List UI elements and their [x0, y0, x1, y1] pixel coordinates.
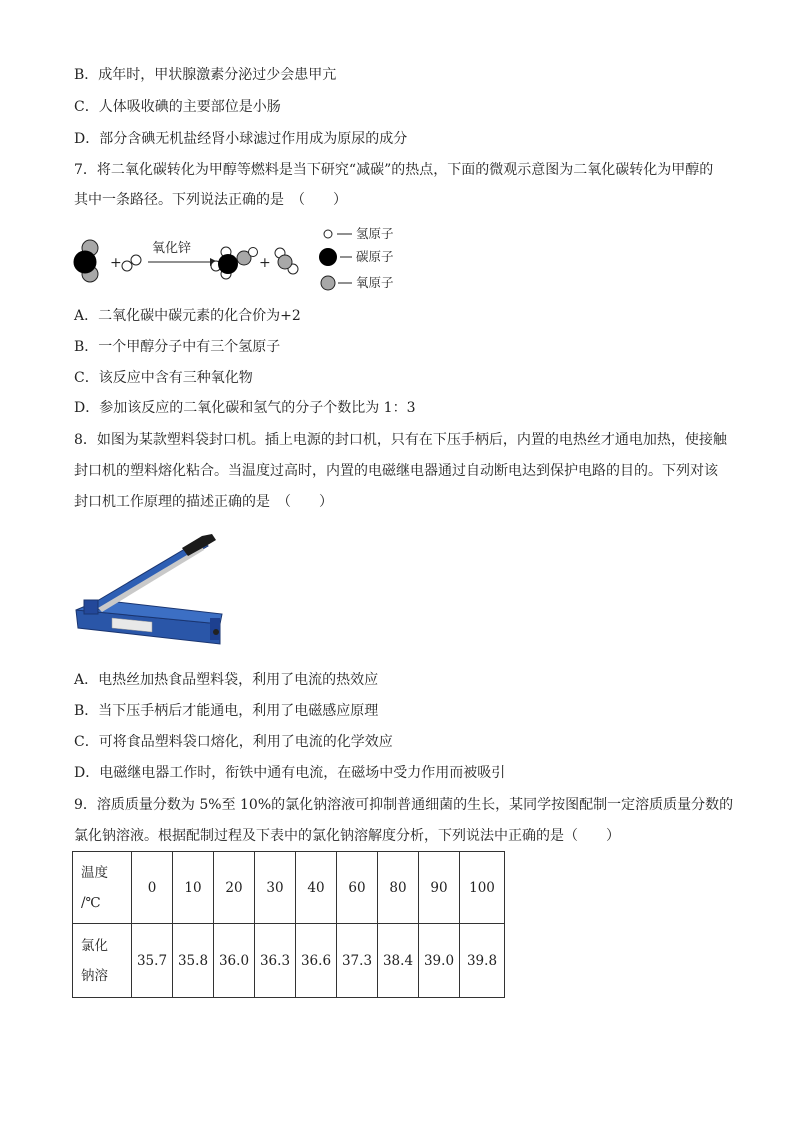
table-row-temperature [73, 852, 505, 924]
plus-sign-1: + [110, 255, 122, 271]
option-6c: C．人体吸收碘的主要部位是小肠 [74, 99, 281, 115]
table-cell: 60 [337, 852, 378, 924]
question-7-line1: 7．将二氧化碳转化为甲醇等燃料是当下研究“减碳”的热点，下面的微观示意图为二氧化碳转化为甲醇的 [74, 162, 714, 178]
option-6b: B．成年时，甲状腺激素分泌过少会患甲亢 [74, 67, 337, 83]
option-7b: B．一个甲醇分子中有三个氢原子 [74, 339, 281, 355]
plus-sign-2: + [259, 255, 271, 271]
question-8-line3: 封口机工作原理的描述正确的是 （ ） [74, 494, 333, 510]
solubility-table [72, 851, 505, 998]
temperature-header-line1: 温度 [81, 864, 108, 881]
table-cell: 40 [296, 852, 337, 924]
question-9-line1: 9．溶质质量分数为 5%至 10%的氯化钠溶液可抑制普通细菌的生长，某同学按图配制一定溶质质量分数的 [74, 797, 734, 813]
table-cell: 30 [255, 852, 296, 924]
question-8-line2: 封口机的塑料熔化粘合。当温度过高时，内置的电磁继电器通过自动断电达到保护电路的目的。下列对该 [74, 463, 718, 479]
table-cell: 39.0 [419, 924, 460, 998]
question-9-line2: 氯化钠溶液。根据配制过程及下表中的氯化钠溶解度分析，下列说法中正确的是（ ） [74, 828, 620, 844]
table-cell: 36.6 [296, 924, 337, 998]
table-cell: 10 [173, 852, 214, 924]
table-cell: 36.0 [214, 924, 255, 998]
option-8d: D．电磁继电器工作时，衔铁中通有电流，在磁场中受力作用而被吸引 [74, 765, 506, 781]
table-cell: 36.3 [255, 924, 296, 998]
table-cell: 0 [132, 852, 173, 924]
methanol-molecule [211, 247, 258, 279]
option-7a: A．二氧化碳中碳元素的化合价为+2 [74, 308, 301, 324]
option-8a: A．电热丝加热食品塑料袋，利用了电流的热效应 [74, 672, 379, 688]
co2-molecule [74, 240, 98, 282]
option-7d: D．参加该反应的二氧化碳和氢气的分子个数比为 1：3 [74, 400, 416, 416]
option-8c: C．可将食品塑料袋口熔化，利用了电流的化学效应 [74, 734, 393, 750]
table-cell: 38.4 [378, 924, 419, 998]
catalyst-label: 氧化锌 [152, 241, 192, 256]
table-cell: 37.3 [337, 924, 378, 998]
option-8b: B．当下压手柄后才能通电，利用了电磁感应原理 [74, 703, 379, 719]
legend-oxygen-label: 氧原子 [356, 275, 394, 290]
table-cell: 35.7 [132, 924, 173, 998]
option-6d: D．部分含碘无机盐经肾小球滤过作用成为原尿的成分 [74, 131, 408, 147]
solubility-header-line2: 钠溶 [81, 967, 108, 984]
table-cell: 90 [419, 852, 460, 924]
table-cell: 100 [460, 852, 505, 924]
solubility-header [73, 924, 132, 998]
option-7c: C．该反应中含有三种氧化物 [74, 370, 253, 386]
reaction-diagram [60, 222, 420, 294]
solubility-header-line1: 氯化 [81, 937, 108, 954]
temperature-header [73, 852, 132, 924]
h2-molecule [122, 255, 141, 271]
legend-hydrogen-label: 氢原子 [356, 226, 394, 241]
water-molecule [275, 248, 298, 274]
question-8-line1: 8．如图为某款塑料袋封口机。插上电源的封口机，只有在下压手柄后，内置的电热丝才通电加热，使接触 [74, 432, 727, 448]
table-cell: 80 [378, 852, 419, 924]
bag-sealer-image [70, 528, 230, 648]
table-cell: 20 [214, 852, 255, 924]
legend-carbon-label: 碳原子 [356, 249, 394, 264]
table-row-solubility [73, 924, 505, 998]
legend-carbon [319, 248, 394, 266]
table-cell: 35.8 [173, 924, 214, 998]
temperature-header-line2: /℃ [81, 894, 101, 911]
table-cell: 39.8 [460, 924, 505, 998]
legend-hydrogen [324, 226, 394, 241]
question-7-line2: 其中一条路径。下列说法正确的是 （ ） [74, 192, 347, 208]
legend-oxygen [321, 275, 394, 290]
